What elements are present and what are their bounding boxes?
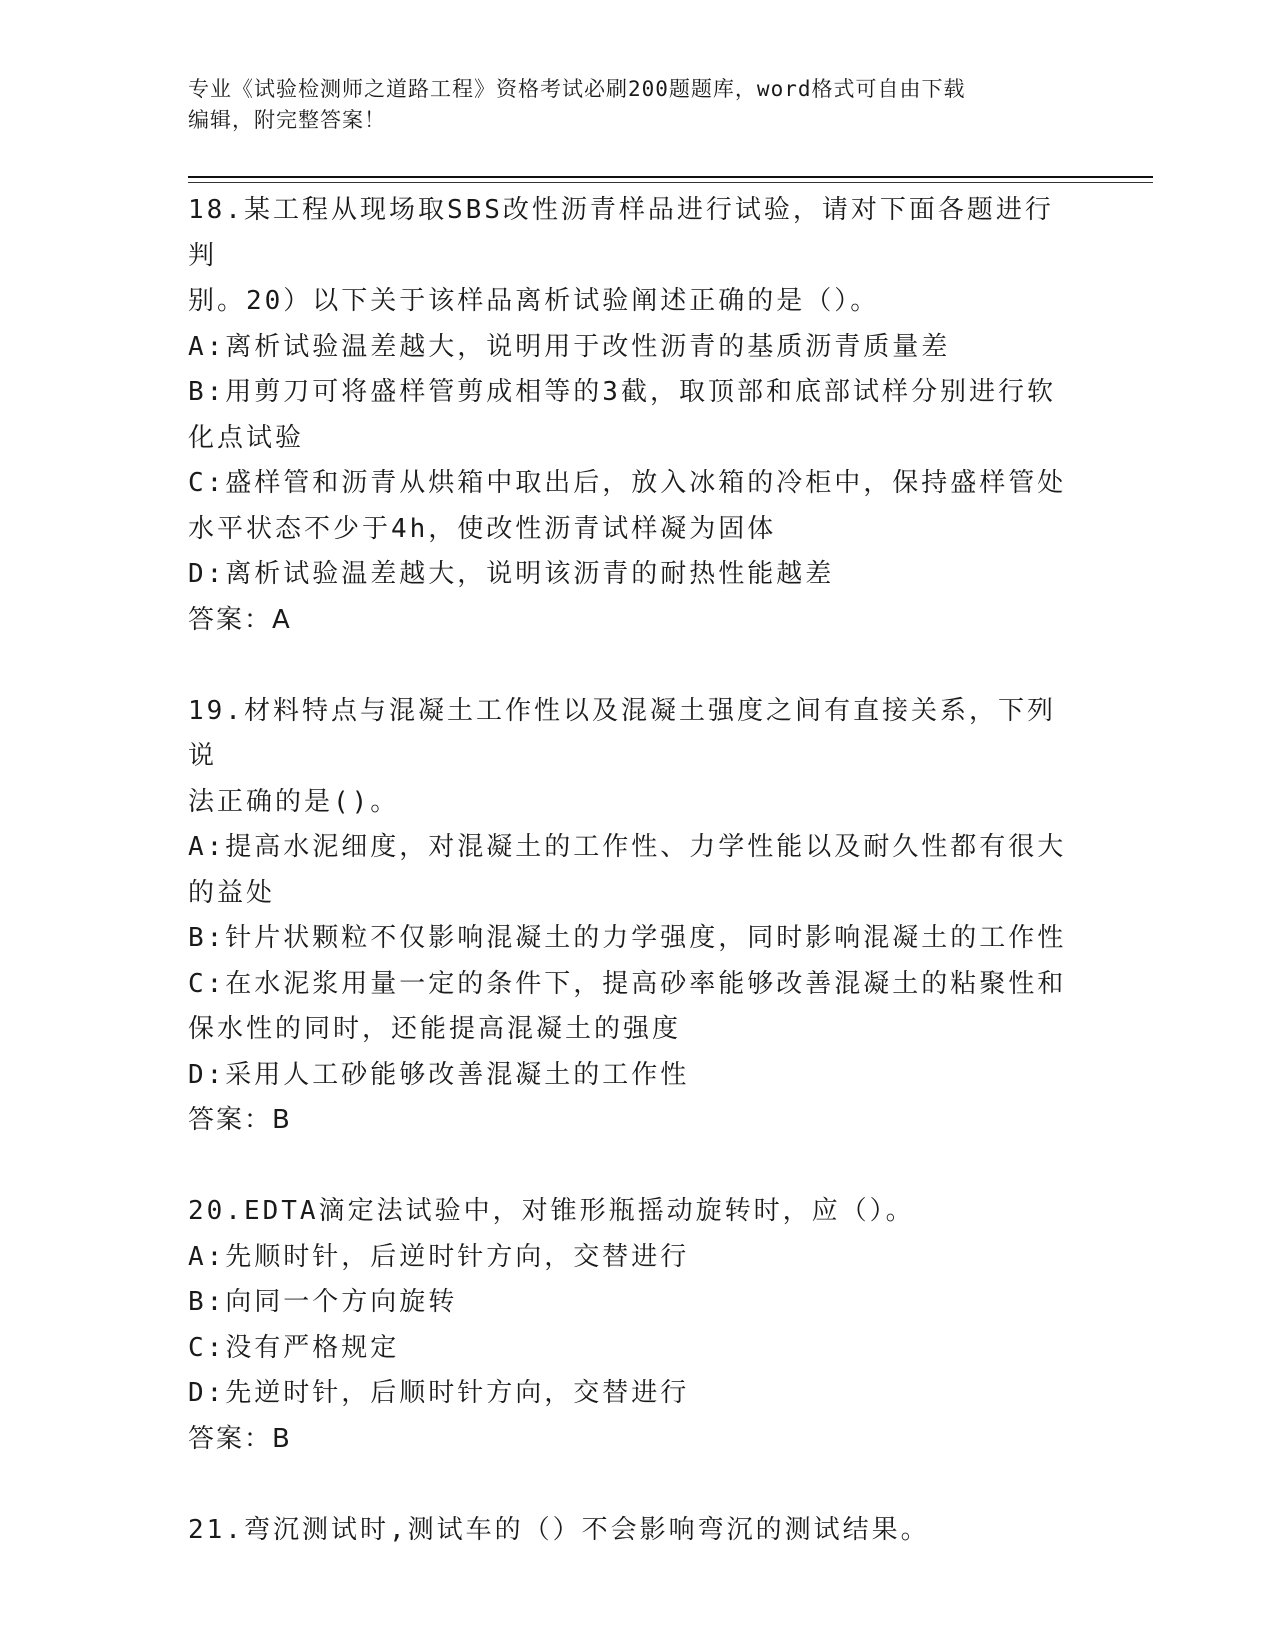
document-header	[188, 74, 1068, 136]
question-stem-line: 别。20）以下关于该样品离析试验阐述正确的是（）。	[188, 286, 880, 316]
option-b-line: 化点试验	[188, 422, 305, 453]
option-b-line: B:针片状颗粒不仅影响混凝土的力学强度，同时影响混凝土的工作性	[188, 923, 1067, 953]
question-stem-line: 18.某工程从现场取SBS改性沥青样品进行试验，请对下面各题进行判	[188, 195, 1054, 271]
question-stem-line: 20.EDTA滴定法试验中，对锥形瓶摇动旋转时，应（）。	[188, 1196, 915, 1226]
option-a-line: A:离析试验温差越大，说明用于改性沥青的基质沥青质量差	[188, 331, 951, 362]
option-c-line: 水平状态不少于4h，使改性沥青试样凝为固体	[188, 513, 777, 544]
option-b-line: B:用剪刀可将盛样管剪成相等的3截，取顶部和底部试样分别进行软	[188, 377, 1056, 407]
answer-label: 答案：A	[188, 604, 292, 635]
option-d-line: D:离析试验温差越大，说明该沥青的耐热性能越差	[188, 559, 835, 589]
question-20	[188, 1189, 1078, 1462]
header-line-1: 专业《试验检测师之道路工程》资格考试必刷200题题库，word格式可自由下载	[188, 77, 966, 101]
question-stem-line: 19.材料特点与混凝土工作性以及混凝土强度之间有直接关系，下列说	[188, 695, 1056, 771]
question-list	[188, 188, 1078, 1553]
question-stem-line: 法正确的是()。	[188, 786, 400, 817]
question-spacer	[188, 1462, 1078, 1508]
question-18	[188, 188, 1078, 643]
option-a-line: A:提高水泥细度，对混凝土的工作性、力学性能以及耐久性都有很大	[188, 832, 1067, 862]
option-a-line: A:先顺时针，后逆时针方向，交替进行	[188, 1241, 690, 1272]
question-21	[188, 1508, 1078, 1554]
option-d-line: D:采用人工砂能够改善混凝土的工作性	[188, 1059, 690, 1090]
header-line-2: 编辑，附完整答案！	[188, 108, 386, 132]
header-rule-thin	[188, 182, 1153, 183]
question-19	[188, 689, 1078, 1144]
option-c-line: C:没有严格规定	[188, 1332, 400, 1363]
option-c-line: C:盛样管和沥青从烘箱中取出后，放入冰箱的冷柜中，保持盛样管处	[188, 468, 1067, 498]
question-spacer	[188, 1144, 1078, 1190]
question-stem-line: 21.弯沉测试时,测试车的（）不会影响弯沉的测试结果。	[188, 1514, 930, 1545]
answer-label: 答案：B	[188, 1423, 292, 1454]
option-a-line: 的益处	[188, 877, 276, 908]
header-rule-thick	[188, 176, 1153, 178]
option-b-line: B:向同一个方向旋转	[188, 1287, 458, 1317]
question-spacer	[188, 643, 1078, 689]
option-d-line: D:先逆时针，后顺时针方向，交替进行	[188, 1378, 690, 1408]
answer-label: 答案：B	[188, 1105, 292, 1135]
option-c-line: C:在水泥浆用量一定的条件下，提高砂率能够改善混凝土的粘聚性和	[188, 968, 1067, 999]
option-c-line: 保水性的同时，还能提高混凝土的强度	[188, 1014, 682, 1044]
